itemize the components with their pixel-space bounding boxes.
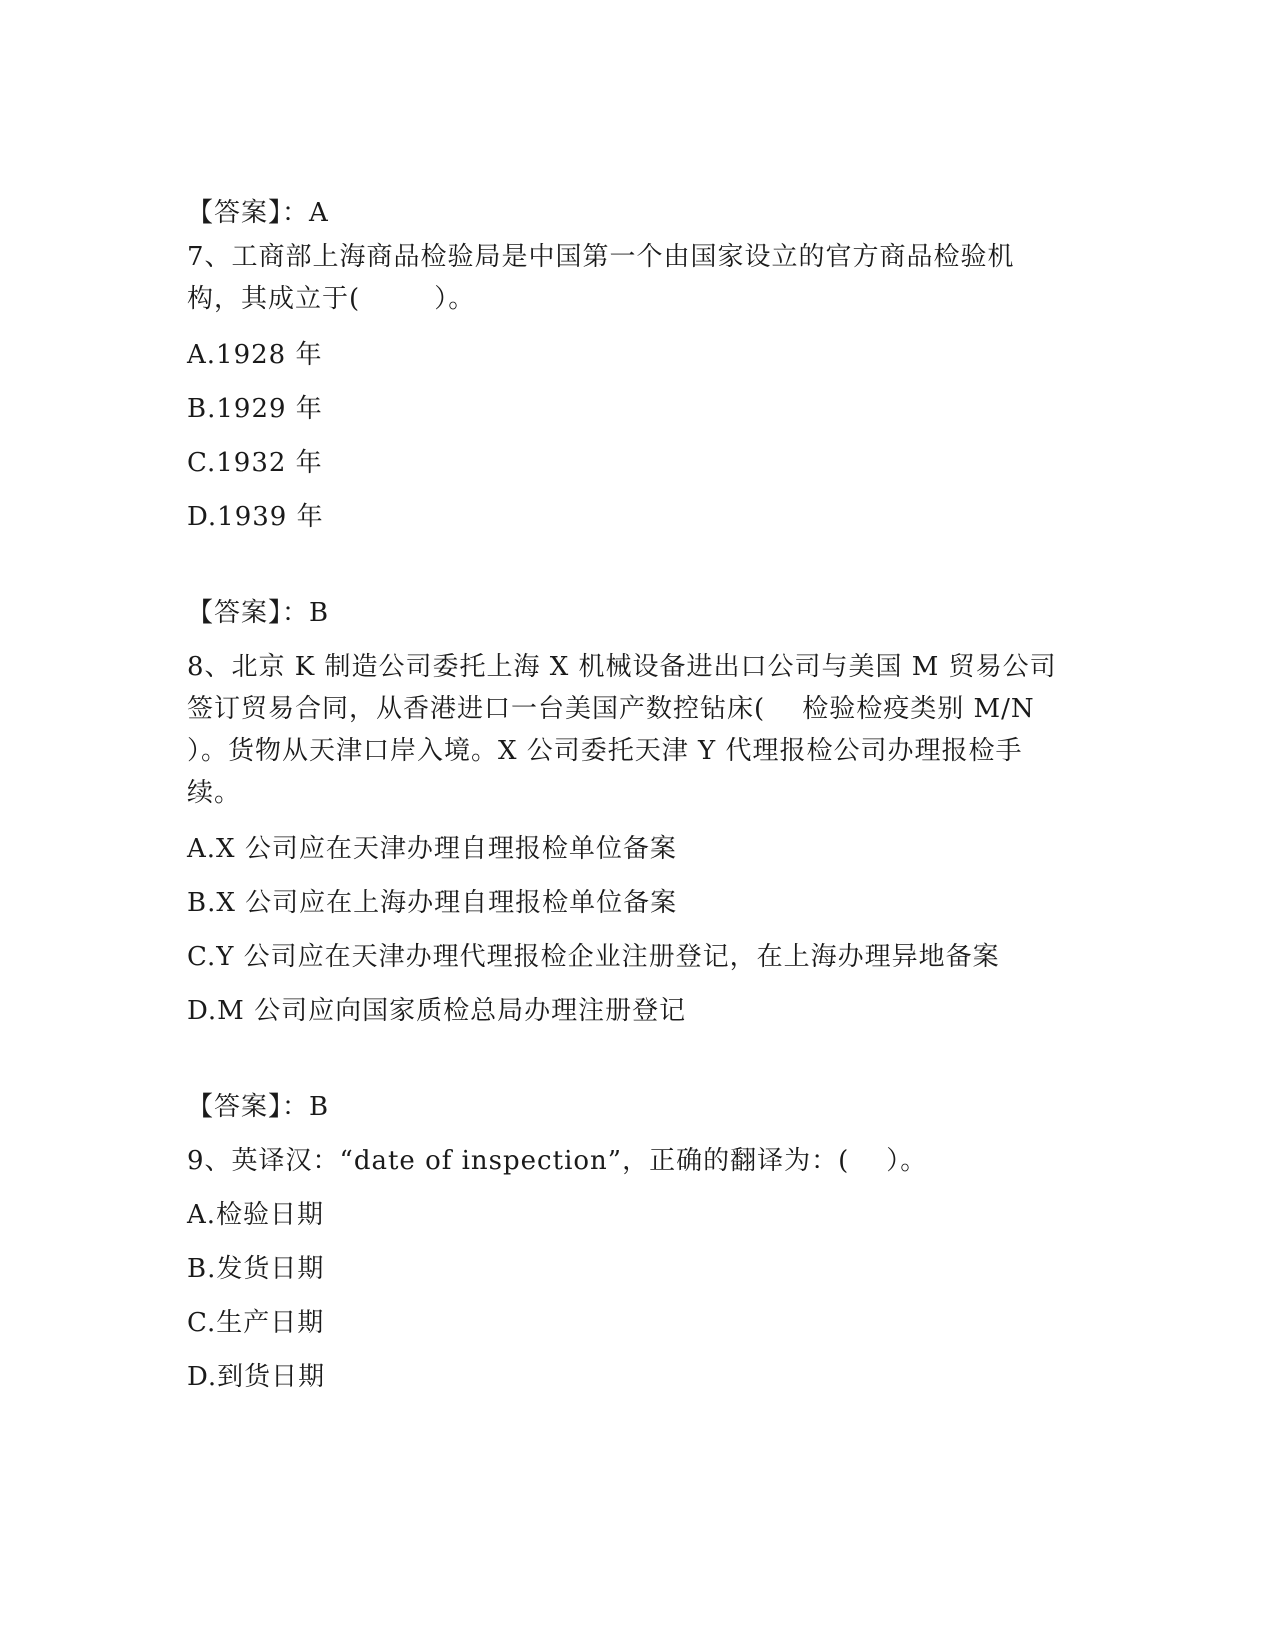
question-8-option-c: C.Y 公司应在天津办理代理报检企业注册登记，在上海办理异地备案: [187, 942, 1000, 972]
answer-line: 【答案】：B: [187, 1092, 330, 1122]
question-9-line-1: 9、英译汉：“date of inspection”，正确的翻译为：( ）。: [187, 1146, 928, 1176]
question-7-option-b: B.1929 年: [187, 394, 323, 424]
answer-line: 【答案】：B: [187, 598, 330, 628]
question-7-line-2: 构，其成立于( ）。: [187, 284, 476, 314]
question-8-option-d: D.M 公司应向国家质检总局办理注册登记: [187, 996, 687, 1026]
question-7-option-c: C.1932 年: [187, 448, 323, 478]
question-8-line-3: ）。货物从天津口岸入境。X 公司委托天津 Y 代理报检公司办理报检手: [187, 736, 1023, 766]
question-8-line-4: 续。: [187, 778, 242, 808]
question-9-option-d: D.到货日期: [187, 1362, 326, 1392]
question-8-option-b: B.X 公司应在上海办理自理报检单位备案: [187, 888, 678, 918]
question-9-option-c: C.生产日期: [187, 1308, 325, 1338]
question-7-line-1: 7、工商部上海商品检验局是中国第一个由国家设立的官方商品检验机: [187, 242, 1015, 272]
question-9-option-a: A.检验日期: [187, 1200, 325, 1230]
question-9-option-b: B.发货日期: [187, 1254, 325, 1284]
question-7-option-a: A.1928 年: [187, 340, 323, 370]
question-8-option-a: A.X 公司应在天津办理自理报检单位备案: [187, 834, 677, 864]
question-7-option-d: D.1939 年: [187, 502, 324, 532]
answer-line: 【答案】：A: [187, 198, 329, 228]
question-8-line-1: 8、北京 K 制造公司委托上海 X 机械设备进出口公司与美国 M 贸易公司: [187, 652, 1057, 682]
question-8-line-2: 签订贸易合同，从香港进口一台美国产数控钻床( 检验检疫类别 M/N: [187, 694, 1035, 724]
